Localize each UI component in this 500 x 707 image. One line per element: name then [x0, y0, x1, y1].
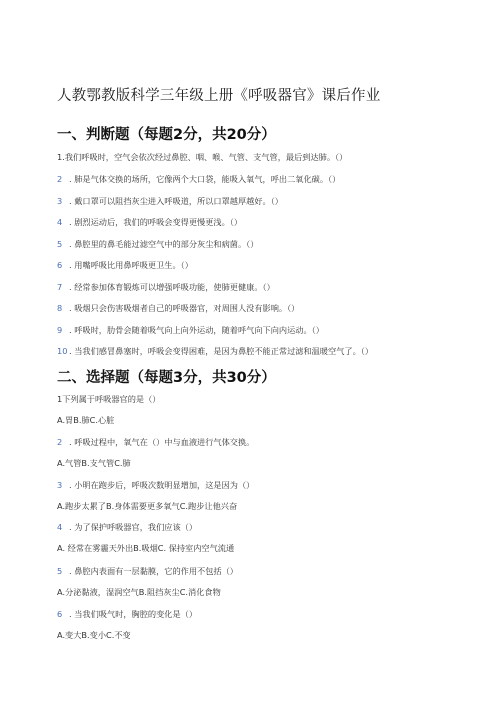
question-text: 我们呼吸时，空气会依次经过鼻腔、咽、喉、气管、支气管，最后到达肺。（）	[64, 152, 348, 162]
question-number: 2	[57, 437, 63, 447]
question-text: . 为了保护呼吸器官，我们应该（）	[69, 522, 198, 532]
true-false-question-4	[57, 217, 242, 228]
question-number: 5	[57, 239, 63, 249]
true-false-question-3	[57, 196, 283, 207]
choice-options-4: A. 经常在雾霾天外出B.吸烟C. 保持室内空气流通	[57, 543, 235, 553]
question-text: . 经常参加体育锻炼可以增强呼吸功能，使肺更健康。（）	[69, 282, 275, 292]
choice-options-2: A.气管B.支气管C.肺	[57, 458, 131, 468]
question-number: 3	[57, 196, 63, 206]
question-number: 5	[57, 566, 63, 576]
question-text: . 吸烟只会伤害吸烟者自己的呼吸器官，对周围人没有影响。（）	[69, 303, 300, 313]
question-text: . 当我们感冒鼻塞时，呼吸会变得困难，是因为鼻腔不能正常过滤和温暖空气了。（）	[69, 346, 374, 356]
question-text: . 肺是气体交换的场所，它像两个大口袋，能吸入氧气，呼出二氧化碳。（）	[69, 174, 341, 184]
question-number: 4	[57, 522, 63, 532]
section-heading-true-false: 一、判断题（每题2分，共20分）	[57, 127, 276, 143]
true-false-question-10	[57, 346, 373, 357]
document-title: 人教鄂教版科学三年级上册《呼吸器官》课后作业	[57, 88, 381, 104]
question-text: . 鼻腔里的鼻毛能过滤空气中的部分灰尘和病菌。（）	[69, 239, 259, 249]
true-false-question-2	[57, 174, 340, 185]
question-text: . 戴口罩可以阻挡灰尘进入呼吸道，所以口罩越厚越好。（）	[69, 196, 283, 206]
question-number: 1	[57, 394, 63, 404]
true-false-question-6	[57, 260, 193, 271]
true-false-question-1	[57, 152, 347, 163]
question-text: . 鼻腔内表面有一层黏膜，它的作用不包括（）	[69, 566, 238, 576]
question-text: . 用嘴呼吸比用鼻呼吸更卫生。（）	[69, 260, 193, 270]
question-text: . 呼吸时，肋骨会随着吸气向上向外运动，随着呼气向下向内运动。（）	[69, 325, 324, 335]
question-number: 6	[57, 609, 63, 619]
question-text: 下列属于呼吸器官的是（）	[62, 394, 161, 404]
question-number: 7	[57, 282, 63, 292]
question-number: 3	[57, 480, 63, 490]
true-false-question-7	[57, 282, 275, 293]
question-number: 8	[57, 303, 63, 313]
question-text: . 剧烈运动后，我们的呼吸会变得更慢更浅。（）	[69, 217, 243, 227]
choice-options-6: A.变大B.变小C.不变	[57, 630, 131, 640]
true-false-question-5	[57, 239, 258, 250]
choice-question-2	[57, 437, 254, 448]
question-text: . 呼吸过程中，氧气在（）中与血液进行气体交换。	[69, 437, 255, 447]
choice-question-6	[57, 609, 197, 620]
choice-question-3	[57, 480, 254, 491]
choice-question-1	[57, 394, 160, 405]
question-number: 1.	[57, 152, 65, 162]
question-number: 6	[57, 260, 63, 270]
question-number: 9	[57, 325, 63, 335]
choice-question-4	[57, 522, 197, 533]
true-false-question-8	[57, 303, 299, 314]
true-false-question-9	[57, 325, 324, 336]
choice-options-5: A.分泌黏液，湿润空气B.阻挡灰尘C.消化食物	[57, 587, 221, 597]
choice-options-3: A.跑步太累了B.身体需要更多氧气C.跑步让他兴奋	[57, 501, 238, 511]
question-number: 2	[57, 174, 63, 184]
section-heading-multiple-choice: 二、选择题（每题3分，共30分）	[57, 370, 276, 386]
question-number: 10	[57, 346, 68, 356]
choice-options-1: A.胃B.肺C.心脏	[57, 415, 115, 425]
question-text: . 当我们吸气时，胸腔的变化是（）	[69, 609, 198, 619]
question-number: 4	[57, 217, 63, 227]
question-text: . 小明在跑步后，呼吸次数明显增加，这是因为（）	[69, 480, 255, 490]
choice-question-5	[57, 566, 238, 577]
